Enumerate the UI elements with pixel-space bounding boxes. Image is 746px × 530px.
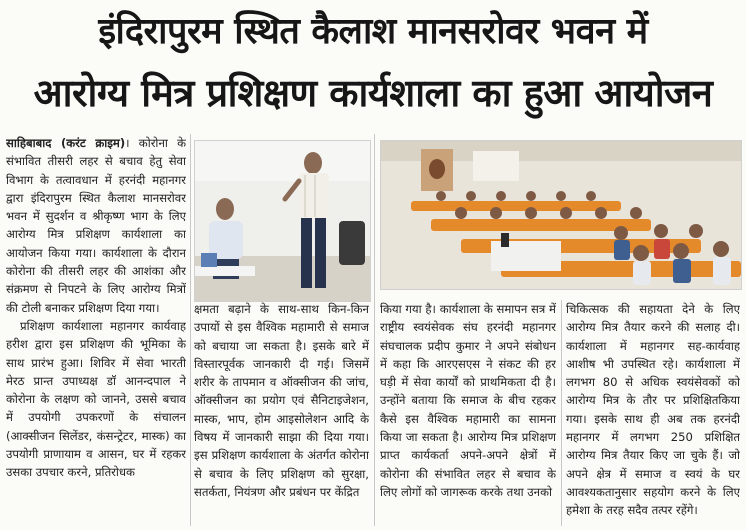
speaker-photo-image (195, 141, 370, 301)
hall-photo (380, 140, 742, 290)
column-divider-1 (190, 134, 191, 526)
article-column-2: क्षमता बढ़ाने के साथ-साथ किन-किन उपायों से इस वैश्विक महामारी से समाज को बचाया जा सकता है। इसके बारे में विस्तारपूर्वक जानकारी दी गई। जिसमें शरीर के तापमान व ऑक्सीजन की जांच, ऑक्सीजन का प्रयोग एवं सैनिटाइजेशन, मास्क, भाप, होम आइसोलेशन आदि के विषय में जानकारी साझा की दिया गया। इस प्रशिक्षण कार्यशाला के अंतर्गत कोरोना से बचाव के लिए प्रशिक्षण को सुरक्षा, सतर्कता, नियंत्रण और प्रबंधन पर केंद्रित (194, 302, 369, 499)
speaker-photo (194, 140, 371, 302)
article-intro-paragraph (6, 134, 186, 317)
column-divider-2 (374, 134, 375, 526)
hall-photo-image (381, 141, 741, 289)
headline-line-2: आरोग्य मित्र प्रशिक्षण कार्यशाला का हुआ आयोजन (33, 71, 713, 115)
article-column-4: चिकित्सक की सहायता देने के लिए आरोग्य मित्र तैयार करने की सलाह दी। कार्यशाला में महानगर सह-कार्यवाह आशीष भी उपस्थित रहे। कार्यशाला में लगभग 80 से अधिक स्वयंसेवकों को आरोग्य मित्र के तौर पर प्रशिक्षितकिया गया। इसके साथ ही अब तक हरनंदी महानगर में लगभग 250 प्रशिक्षित आरोग्य मित्र तैयार किए जा चुके हैं। जो अपने क्षेत्र में समाज व स्वयं के घर आवश्यकतानुसार सहयोग करने के लिए हमेशा के तरह सदैव तत्पर रहेंगे। (566, 302, 740, 518)
headline-line-1: इंदिरापुरम स्थित कैलाश मानसरोवर भवन में (98, 11, 648, 52)
article-column-3: किया गया है। कार्यशाला के समापन सत्र में राष्ट्रीय स्वयंसेवक संघ हरनंदी महानगर संघचालक प्रदीप कुमार ने अपने संबोधन में कहा कि आरएसएस ने संकट की हर घड़ी में सेवा कार्यों को प्राथमिकता दी है। उन्होंने बताया कि समाज के बीच रहकर कैसे इस वैश्विक महामारी का सामना किया जा सकता है। आरोग्य मित्र प्रशिक्षण प्राप्त कार्यकर्ता अपने-अपने क्षेत्रों में कोरोना की संभावित लहर से बचाव के लिए लोगों को जागरूक करके तथा उनको (380, 302, 556, 499)
column-divider-3 (561, 300, 562, 526)
dateline: साहिबाबाद (करंट क्राइम) (6, 136, 126, 150)
article-column-1 (6, 134, 186, 526)
article-paragraph-2: प्रशिक्षण कार्यशाला महानगर कार्यवाह हरीश द्वारा इस प्रशिक्षण की भूमिका के साथ प्रारंभ हुआ। शिविर में सेवा भारती मेरठ प्रान्त उपाध्यक्ष डॉ आनन्दपाल ने कोरोना के लक्षण को जानने, उससे बचाव में उपयोगी उपकरणों के संचालन (आक्सीजन सिलेंडर, कंसन्ट्रेटर, मास्क) का उपयोगी प्राणायाम व आसन, घर में रहकर उसका उपचार करने, प्रतिरोधक (6, 318, 186, 480)
intro-text: । कोरोना के संभावित तीसरी लहर से बचाव हेतु सेवा विभाग के तत्वावधान में हरनंदी महानगर द्वारा इंदिरापुरम स्थित कैलाश मानसरोवर भवन में सुदर्शन व श्रीकृष्ण भाग के लिए आरोग्य मित्र प्रशिक्षण कार्यशाला का आयोजन किया गया। कार्यशाला के दौरान कोरोना की तीसरी लहर की आशंका और संक्रमण से निपटने के लिए आरोग्य मित्रों की टोली बनाकर प्रशिक्षण दिया गया। (6, 136, 186, 315)
